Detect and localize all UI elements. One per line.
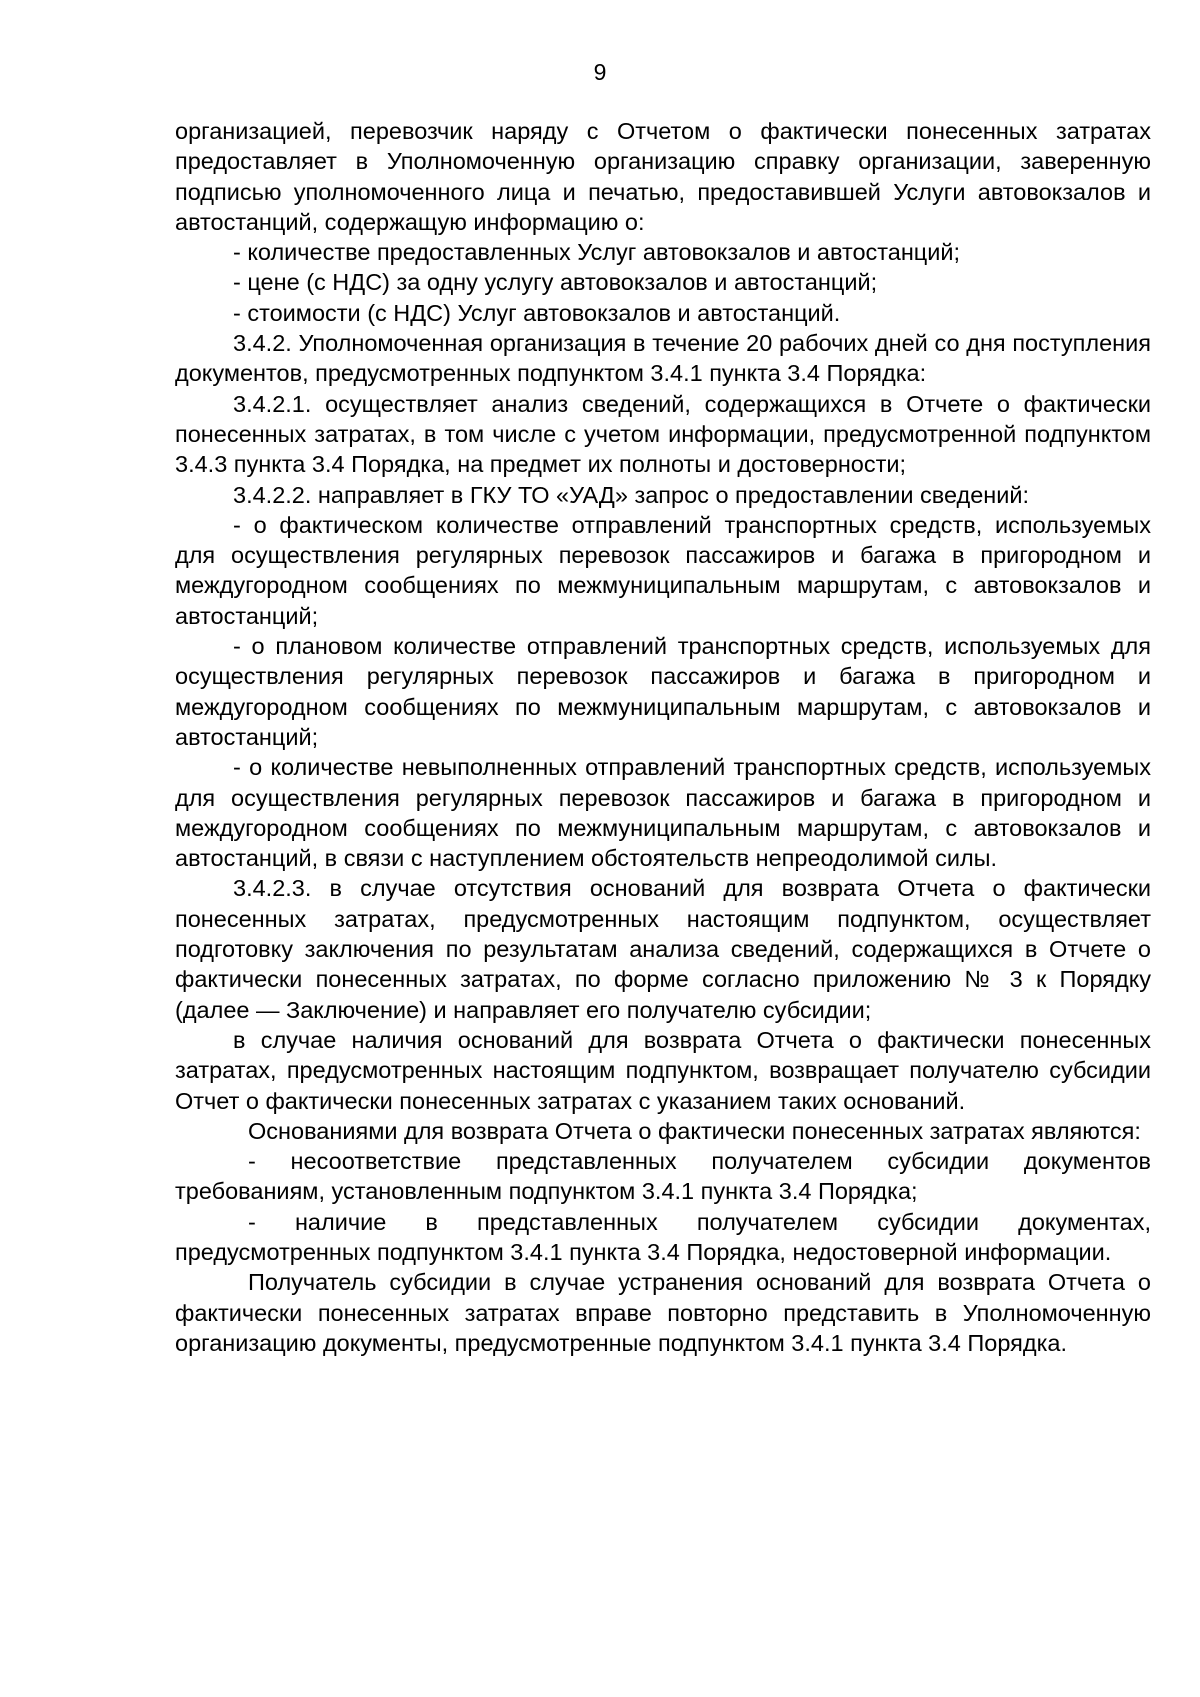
paragraph: Основаниями для возврата Отчета о фактически понесенных затратах являются: <box>248 1117 1141 1144</box>
paragraph: - о фактическом количестве отправлений транспортных средств, используемых для осуществления регулярных перевозок пассажиров и багажа в пригородном и междугородном сообщениях по межмуниципальным маршрутам, с автовокзалов и автостанций; <box>175 511 1151 629</box>
paragraph: в случае наличия оснований для возврата Отчета о фактически понесенных затратах, предусмотренных настоящим подпунктом, возвращает получателю субсидии Отчет о фактически понесенных затратах с указанием таких оснований. <box>175 1026 1151 1114</box>
paragraph: - о количестве невыполненных отправлений транспортных средств, используемых для осуществления регулярных перевозок пассажиров и багажа в пригородном и междугородном сообщениях по межмуниципальным маршрутам, с автовокзалов и автостанций, в связи с наступлением обстоятельств непреодолимой силы. <box>175 754 1151 872</box>
paragraph: организацией, перевозчик наряду с Отчетом о фактически понесенных затратах предоставляет в Уполномоченную организацию справку организации, заверенную подписью уполномоченного лица и печатью, предоставившей Услуги автовокзалов и автостанций, содержащую информацию о: <box>175 118 1151 235</box>
document-body <box>175 116 1151 1358</box>
paragraph: 3.4.2.2. направляет в ГКУ ТО «УАД» запрос о предоставлении сведений: <box>233 481 1030 508</box>
paragraph: 3.4.2.3. в случае отсутствия оснований для возврата Отчета о фактически понесенных затратах, предусмотренных настоящим подпунктом, осуществляет подготовку заключения по результатам анализа сведений, содержащихся в Отчете о фактически понесенных затратах, по форме согласно приложению № 3 к Порядку (далее — Заключение) и направляет его получателю субсидии; <box>175 875 1151 1023</box>
paragraph: - цене (с НДС) за одну услугу автовокзалов и автостанций; <box>233 269 878 296</box>
paragraph: 3.4.2. Уполномоченная организация в течение 20 рабочих дней со дня поступления документов, предусмотренных подпунктом 3.4.1 пункта 3.4 Порядка: <box>175 330 1151 387</box>
paragraph: - несоответствие представленных получателем субсидии документов требованиям, установленным подпунктом 3.4.1 пункта 3.4 Порядка; <box>175 1148 1151 1205</box>
paragraph: 3.4.2.1. осуществляет анализ сведений, содержащихся в Отчете о фактически понесенных затратах, в том числе с учетом информации, предусмотренной подпунктом 3.4.3 пункта 3.4 Порядка, на предмет их полноты и достоверности; <box>175 390 1151 478</box>
paragraph: - количестве предоставленных Услуг автовокзалов и автостанций; <box>233 239 961 266</box>
page-number: 9 <box>593 59 607 85</box>
paragraph: Получатель субсидии в случае устранения оснований для возврата Отчета о фактически понесенных затратах вправе повторно представить в Уполномоченную организацию документы, предусмотренные подпунктом 3.4.1 пункта 3.4 Порядка. <box>175 1269 1151 1356</box>
paragraph: - стоимости (с НДС) Услуг автовокзалов и автостанций. <box>233 299 841 326</box>
paragraph: - о плановом количестве отправлений транспортных средств, используемых для осуществления регулярных перевозок пассажиров и багажа в пригородном и междугородном сообщениях по межмуниципальным маршрутам, с автовокзалов и автостанций; <box>175 633 1151 750</box>
paragraph: - наличие в представленных получателем субсидии документах, предусмотренных подпунктом 3.4.1 пункта 3.4 Порядка, недостоверной информации. <box>175 1208 1151 1265</box>
